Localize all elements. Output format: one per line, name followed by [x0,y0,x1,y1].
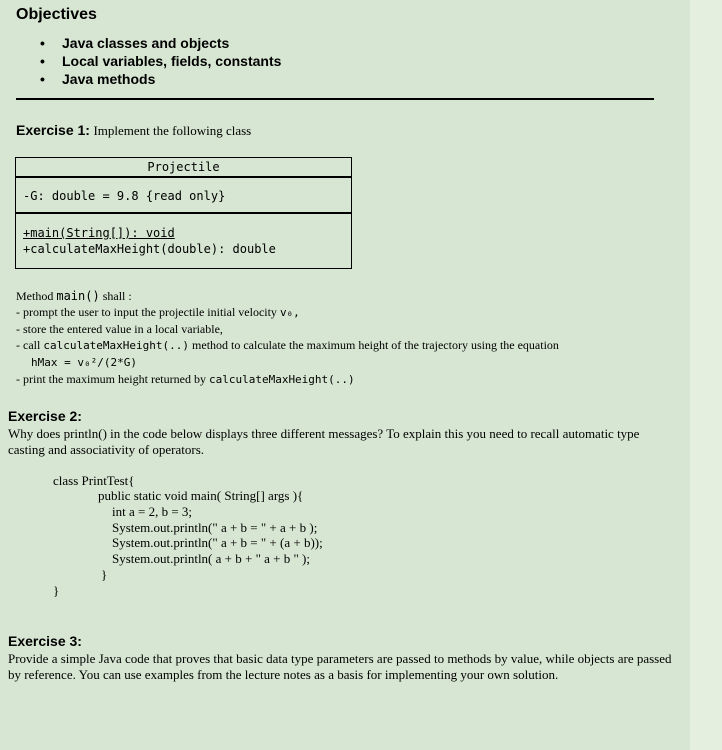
code-line: public static void main( String[] args ){ [98,488,304,503]
objectives-heading: Objectives [16,6,97,23]
uml-method-main: +main(String[]): void [23,226,175,240]
step-3: - call calculateMaxHeight(..) method to calculate the maximum height of the trajectory using the equation [16,338,559,352]
exercise-3-label: Exercise 3: [8,633,82,649]
code-line: } [101,567,108,582]
equation: hMax = v₀²/(2*G) [31,356,137,369]
exercise-3-text: Provide a simple Java code that proves that basic data type parameters are passed to methods by value, while objects are passed by reference. You can use examples from the lecture notes as a basis for implementing your own solution. [8,651,672,682]
step-2: - store the entered value in a local variable, [16,322,223,336]
uml-class-diagram [15,157,352,269]
uml-method-calculate: +calculateMaxHeight(double): double [23,242,276,256]
list-item: • Java classes and objects [40,35,230,51]
code-line: System.out.println(" a + b = " + a + b ); [112,520,318,535]
exercise-1-label: Exercise 1: [16,122,90,138]
step-1: - prompt the user to input the projectile initial velocity v₀, [16,305,300,319]
bullet-icon: • [40,35,45,51]
uml-field: -G: double = 9.8 {read only} [16,178,351,214]
section-divider [16,98,654,100]
list-item: • Java methods [40,71,156,87]
code-line: System.out.println( a + b + " a + b " ); [112,551,310,566]
method-instructions [16,288,559,388]
list-item: • Local variables, fields, constants [40,53,282,69]
step-4: - print the maximum height returned by calculateMaxHeight(..) [16,372,355,386]
bullet-icon: • [40,53,45,69]
method-intro: Method main() shall : [16,289,132,303]
code-line: System.out.println(" a + b = " + (a + b)); [112,535,323,550]
code-line: int a = 2, b = 3; [112,504,193,519]
exercise-1-text: Implement the following class [93,123,252,138]
objectives-list [40,34,281,88]
code-line: } [53,583,60,598]
bullet-icon: • [40,71,45,87]
uml-methods [16,214,351,268]
exercise-2-text: Why does println() in the code below displays three different messages? To explain this you need to recall automatic type casting and associativity of operators. [8,426,640,457]
uml-class-name: Projectile [16,158,351,178]
code-line: class PrintTest{ [53,473,135,488]
exercise-2-label: Exercise 2: [8,408,82,424]
exercise-1-heading [16,122,251,140]
